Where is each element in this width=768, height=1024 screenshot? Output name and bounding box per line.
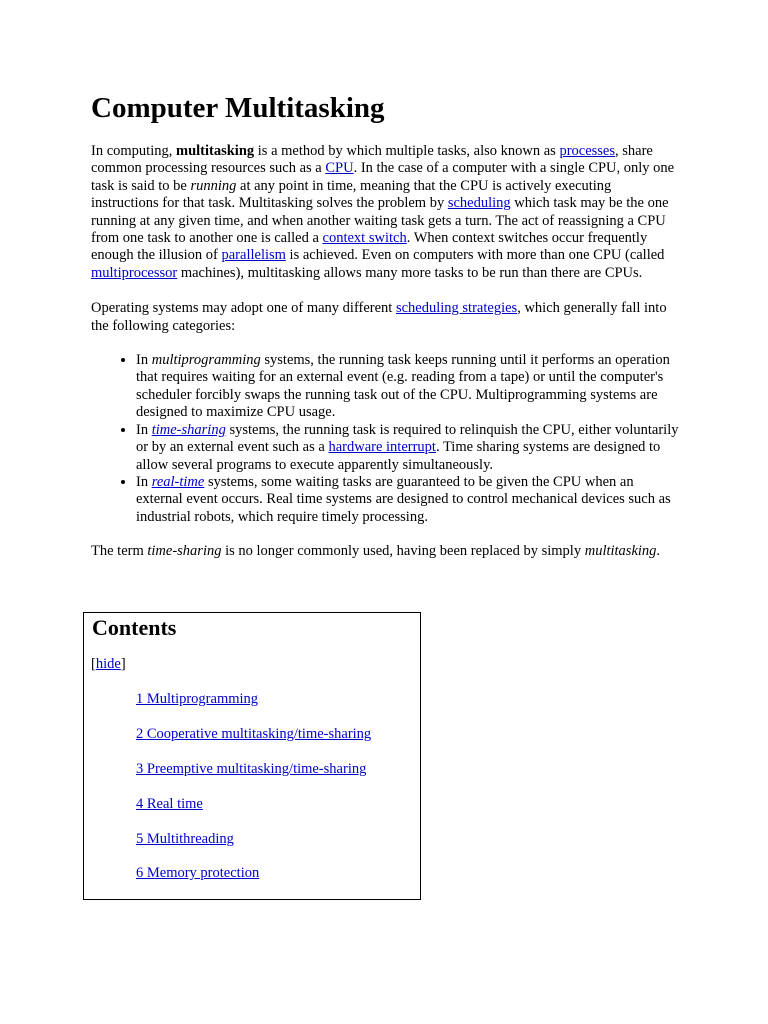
text-run: . [656, 543, 661, 560]
toc-link-multiprogramming[interactable]: 1 Multiprogramming [136, 691, 259, 707]
text-run: at any point in time, meaning that the CPU is actively executing instructions for that task. Multitasking solves the problem by [91, 177, 612, 212]
toc-item [136, 691, 258, 708]
bracket-open: [ [91, 656, 96, 672]
text-run: The term [91, 543, 148, 560]
list-item-time-sharing [136, 422, 681, 474]
text-run: In [136, 421, 152, 438]
toc-item [136, 831, 234, 848]
italic-term: time-sharing [147, 543, 222, 560]
article-link[interactable]: scheduling [447, 195, 511, 212]
text-run: . When context switches occur frequently enough the illusion of [91, 230, 648, 264]
text-run: In computing, [91, 143, 176, 159]
article-link[interactable]: scheduling strategies [395, 300, 518, 317]
toc-item [136, 726, 371, 743]
article-link[interactable]: real-time [151, 473, 205, 490]
text-run: , share common processing resources such as a [91, 143, 653, 177]
toc-item [136, 761, 366, 778]
text-run: systems, the running task keeps running until it performs an operation that requires waiting for an external event (e.g. reading from a tape) or until the computer's scheduler forcibly swaps the running task out of the CPU. Multiprogramming systems are designed to maximize CPU usage. [136, 352, 670, 421]
category-list [91, 352, 681, 526]
text-run: systems, some waiting tasks are guaranteed to be given the CPU when an external event occurs. Real time systems are designed to control mechanical devices such as industrial robots, which require timely processing. [136, 473, 671, 525]
article-link[interactable]: parallelism [221, 247, 286, 264]
text-run: is achieved. Even on computers with more than one CPU (called [285, 247, 665, 264]
page-title: Computer Multitasking [91, 92, 385, 124]
text-run: Operating systems may adopt one of many different [91, 300, 396, 317]
article-link[interactable]: context switch [322, 230, 407, 247]
italic-term: running [190, 177, 237, 194]
italic-term: multiprogramming [151, 352, 261, 369]
hide-link[interactable]: hide [95, 656, 121, 672]
toc-item [136, 865, 259, 882]
text-run: which task may be the one running at any given time, and when another waiting task gets a turn. The act of reassigning a CPU from one task to another one is called a [91, 195, 669, 247]
toc-toggle [91, 656, 126, 673]
toc-link-memory-protection[interactable]: 6 Memory protection [136, 865, 260, 881]
list-item-multiprogramming [136, 352, 681, 422]
text-run: . Time sharing systems are designed to allow several programs to execute apparently simultaneously. [136, 439, 661, 473]
bold-term: multitasking [175, 143, 255, 159]
toc-link-preemptive[interactable]: 3 Preemptive multitasking/time-sharing [136, 761, 367, 777]
text-run: . In the case of a computer with a single CPU, only one task is said to be [91, 160, 675, 194]
bracket-close: ] [120, 656, 126, 672]
text-run: systems, the running task is required to relinquish the CPU, either voluntarily or by an external event such as a [136, 421, 679, 456]
article-link[interactable]: time-sharing [151, 421, 226, 438]
scheduling-paragraph [91, 300, 681, 335]
intro-paragraph [91, 143, 681, 282]
toc-link-multithreading[interactable]: 5 Multithreading [136, 831, 234, 847]
text-run: is no longer commonly used, having been replaced by simply [221, 543, 585, 560]
article-link[interactable]: multiprocessor [91, 264, 178, 281]
article-link[interactable]: hardware interrupt [328, 439, 436, 456]
text-run: , which generally fall into the following categories: [91, 300, 667, 334]
toc-heading: Contents [92, 615, 177, 640]
toc-item [136, 796, 203, 813]
article-link[interactable]: processes [559, 143, 616, 159]
italic-term: multitasking [584, 543, 657, 560]
text-run: In [136, 473, 152, 490]
toc-link-cooperative[interactable]: 2 Cooperative multitasking/time-sharing [136, 726, 372, 742]
text-run: In [136, 352, 152, 369]
text-run: machines), multitasking allows many more tasks to be run than there are CPUs. [177, 264, 643, 281]
term-paragraph [91, 543, 681, 560]
text-run: is a method by which multiple tasks, also known as [254, 143, 560, 159]
article [91, 90, 681, 561]
table-of-contents [83, 612, 421, 900]
article-link[interactable]: CPU [325, 160, 354, 177]
list-item-real-time [136, 474, 681, 526]
toc-link-real-time[interactable]: 4 Real time [136, 796, 203, 812]
